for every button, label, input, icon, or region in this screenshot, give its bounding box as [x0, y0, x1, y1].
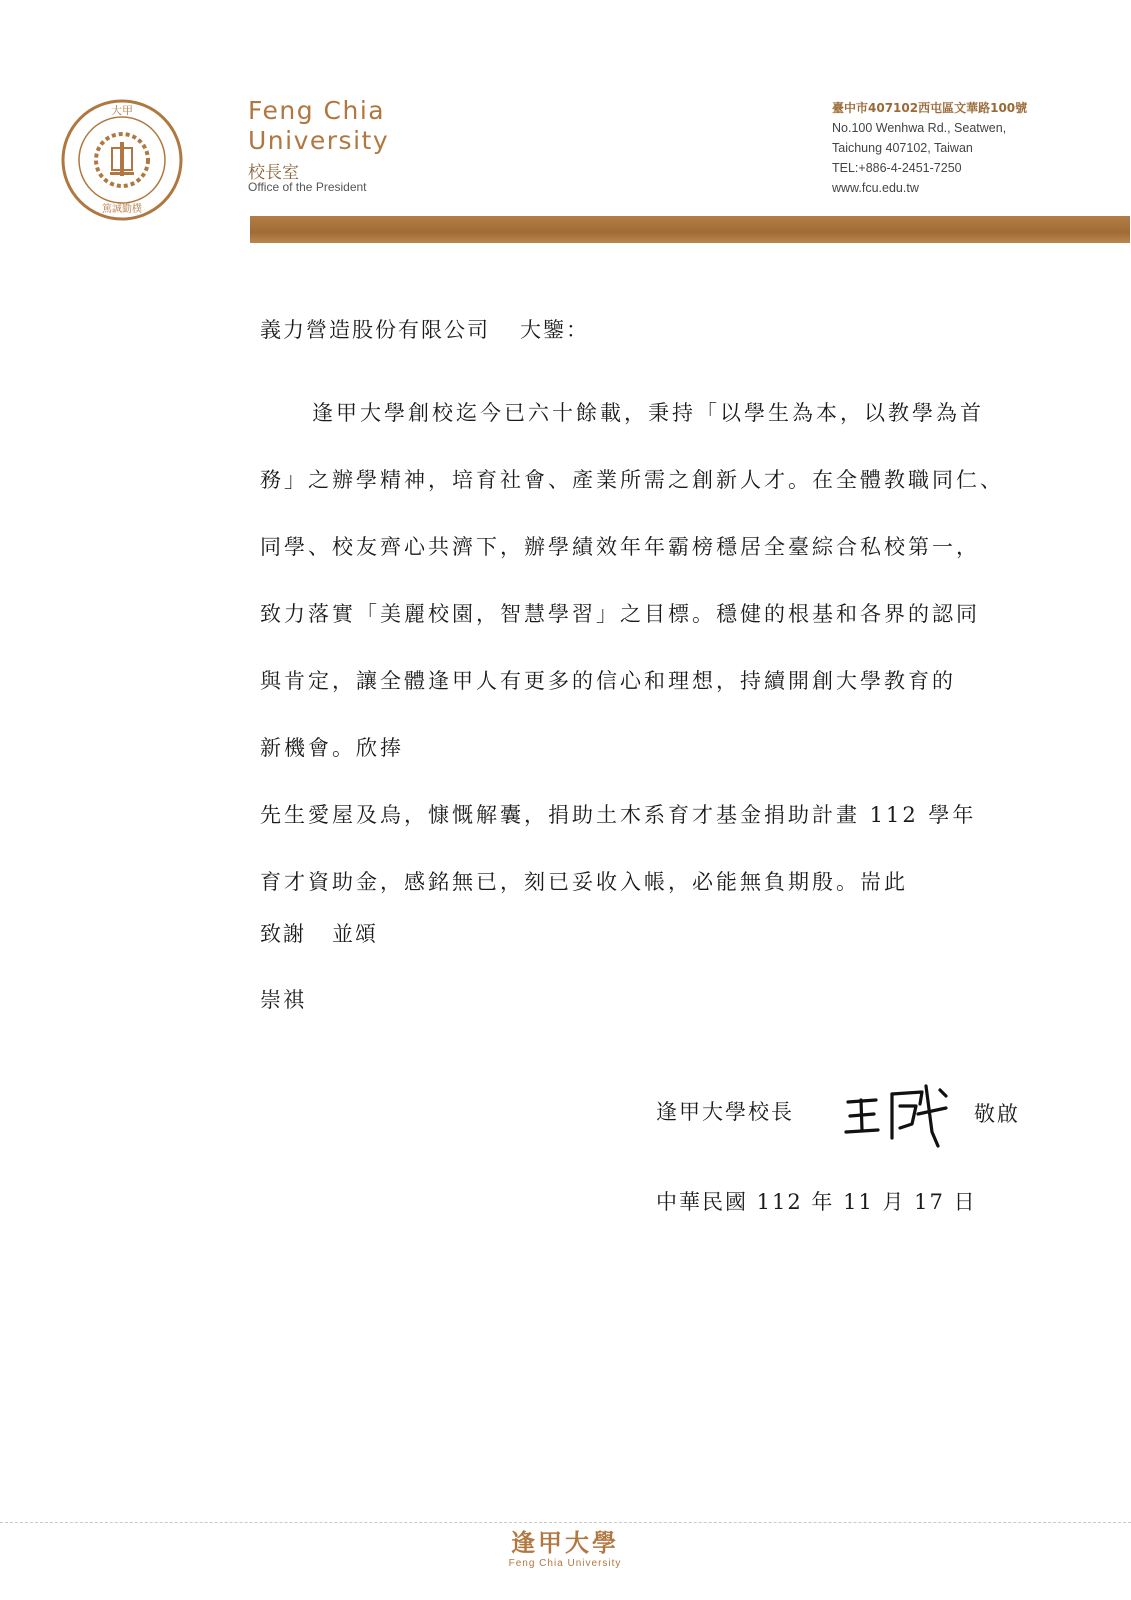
- body-line-4: 致力落實「美麗校園，智慧學習」之目標。穩健的根基和各界的認同: [260, 602, 980, 626]
- body-line-5: 與肯定，讓全體逢甲人有更多的信心和理想，持續開創大學教育的: [260, 669, 956, 693]
- address-en-line1: No.100 Wenhwa Rd., Seatwen,: [832, 121, 1007, 135]
- body-line-1: 逢甲大學創校迄今已六十餘載，秉持「以學生為本，以教學為首: [312, 401, 984, 425]
- body-line-3: 同學、校友齊心共濟下，辦學績效年年霸榜穩居全臺綜合私校第一，: [260, 535, 980, 559]
- letter-date: 中華民國 112 年 11 月 17 日: [656, 1190, 977, 1214]
- body-line-6: 新機會。欣捧: [260, 736, 404, 760]
- office-name-en: Office of the President: [248, 180, 367, 194]
- letter-body: [260, 380, 1050, 916]
- seal-top-text: 大甲: [111, 104, 133, 117]
- closing-line-2: 崇祺: [260, 988, 306, 1012]
- telephone: TEL:+886-4-2451-7250: [832, 161, 962, 175]
- closing-line-1: [260, 918, 378, 948]
- closing-wishes: 並頌: [332, 922, 378, 946]
- sender-respect: 敬啟: [974, 1102, 1020, 1126]
- closing-thanks: 致謝: [260, 922, 306, 946]
- university-name-line1: Feng Chia: [248, 96, 386, 125]
- body-line-8: 育才資助金，感銘無已，刻已妥收入帳，必能無負期殷。耑此: [260, 870, 908, 894]
- sender-block: [656, 1086, 1056, 1146]
- address-en-line2: Taichung 407102, Taiwan: [832, 141, 973, 155]
- body-line-2: 務」之辦學精神，培育社會、產業所需之創新人才。在全體教職同仁、: [260, 468, 1004, 492]
- body-line-7: 先生愛屋及烏，慷慨解囊，捐助土木系育才基金捐助計畫 112 學年: [260, 803, 977, 827]
- sender-title: 逢甲大學校長: [656, 1100, 794, 1124]
- recipient: 義力營造股份有限公司: [260, 318, 490, 342]
- salutation: [260, 314, 589, 344]
- address-block: [832, 98, 1027, 198]
- university-name-line2: University: [248, 126, 390, 155]
- university-seal: [60, 98, 184, 222]
- honorific: 大鑒：: [520, 318, 589, 342]
- address-zh: 臺中市407102西屯區文華路100號: [832, 101, 1028, 115]
- footer-logo-zh: 逢甲大學: [511, 1528, 619, 1557]
- footer-logo: [490, 1528, 640, 1570]
- handwritten-signature: [842, 1080, 952, 1150]
- footer-divider: [0, 1522, 1131, 1523]
- footer-logo-en: Feng Chia University: [508, 1558, 622, 1569]
- office-name-zh: 校長室: [248, 163, 299, 183]
- website: www.fcu.edu.tw: [832, 181, 919, 195]
- letterhead-bar: [250, 216, 1130, 243]
- seal-bottom-text: 篤誠勤樸: [102, 204, 142, 215]
- university-name: [248, 96, 389, 156]
